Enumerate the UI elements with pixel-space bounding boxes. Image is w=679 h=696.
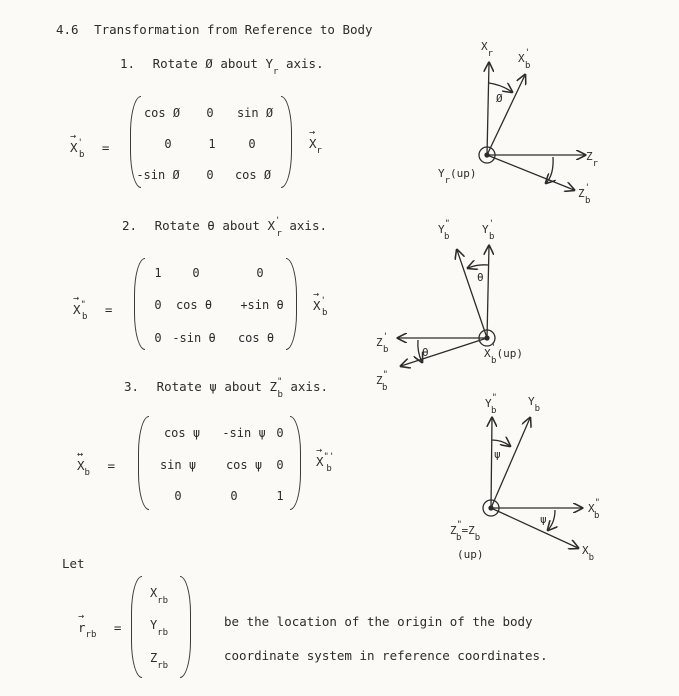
eq2-lhs: → $X^"_b$ =: [73, 293, 113, 322]
matrix-cell: cos Ø: [143, 106, 181, 120]
label-zb-prime: Z' b: [376, 332, 389, 355]
label-xb-dprime: X" b: [588, 498, 601, 521]
step-text: Rotate Ø about Y: [152, 56, 274, 71]
step-superscript: ": [277, 377, 283, 387]
matrix-cell: 0: [256, 266, 264, 280]
axis-xr: [487, 63, 489, 155]
axis-yb-dprime: [457, 250, 487, 338]
matrix-cell: cos θ: [237, 331, 275, 345]
step-text: Rotate ψ about Z: [156, 379, 278, 394]
axis-yb-dprime: [491, 418, 492, 508]
matrix-cell: sin ψ: [159, 458, 197, 472]
label-xb: $X_b$: [582, 544, 595, 563]
matrix-cell: +sin θ: [240, 298, 284, 312]
vector-cell: Z: [149, 651, 158, 665]
axis-xb-prime: [487, 75, 525, 155]
step-text-end: axis.: [278, 56, 324, 71]
eq1-lhs: → $X'_b$ =: [70, 131, 110, 160]
eq4-description-line1: be the location of the origin of the body: [224, 614, 533, 629]
label-yb-prime: Y' b: [482, 219, 495, 242]
axis-yb-prime: [487, 246, 489, 338]
label-angle-theta-top: θ: [477, 271, 484, 284]
label-up: (up): [457, 548, 484, 561]
axis-yb: [491, 418, 530, 508]
diagram-1: [479, 63, 585, 190]
step-subscript: r: [273, 67, 279, 77]
label-yb-dprime: Y" b: [438, 219, 451, 242]
label-zb-prime: Z' b: [578, 183, 591, 206]
section-title: Transformation from Reference to Body: [94, 22, 373, 37]
label-angle-theta-side: θ: [422, 346, 429, 359]
matrix-cell: -sin ψ: [222, 426, 266, 440]
matrix-cell: sin Ø: [236, 106, 274, 120]
matrix-cell: 1: [154, 266, 162, 280]
matrix-cell: cos θ: [175, 298, 213, 312]
step-text-end: axis.: [282, 379, 329, 394]
axis-zb-prime: [487, 155, 574, 190]
matrix-cell: cos ψ: [163, 426, 201, 440]
diagram-3: [483, 418, 582, 548]
matrix-cell: 0: [276, 458, 284, 472]
label-zr: $Z_r$: [586, 150, 599, 169]
axis-xb: [491, 508, 578, 548]
matrix-cell: 0: [206, 168, 214, 182]
step-superscript: ': [275, 216, 281, 226]
step-text-end: axis.: [281, 218, 328, 233]
section-number: 4.6: [56, 22, 79, 37]
matrix-cell: 0: [154, 298, 162, 312]
eq4-lhs: → $r_{rb}$ =: [78, 611, 122, 640]
matrix-cell: 1: [208, 137, 216, 151]
label-yb-dprime: Y" b: [485, 393, 498, 416]
eq4-description-line2: coordinate system in reference coordinates.: [224, 648, 548, 663]
matrix-cell: 0: [192, 266, 200, 280]
matrix-cell: -sin Ø: [136, 168, 180, 182]
matrix-cell: 0: [248, 137, 256, 151]
matrix-cell: 1: [276, 489, 284, 503]
matrix-cell: -sin θ: [172, 331, 216, 345]
eq3-rhs: → $X^{"'}_b$: [316, 445, 335, 474]
axis-zb-dprime: [401, 338, 487, 366]
step-number: 2.: [122, 218, 138, 233]
matrix-cell: 0: [276, 426, 284, 440]
vector-cell: X: [149, 586, 158, 600]
step-text: Rotate θ about X: [154, 218, 276, 233]
step-subscript: r: [276, 229, 282, 239]
step-number: 1.: [120, 56, 136, 71]
label-xb-prime-up: X' b(up): [484, 343, 523, 366]
eq2-rhs: → $X'_b$: [313, 289, 328, 318]
step-subscript: b: [277, 390, 283, 400]
angle-arc-theta-top: [468, 265, 488, 268]
vector-rb: $X_{rb}$ $Y_{rb}$ $Z_{rb}$: [149, 586, 169, 671]
matrix-cell: cos Ø: [234, 168, 272, 182]
step-number: 3.: [124, 379, 140, 394]
eq3-lhs: ↔ $X_b$ =: [77, 449, 116, 478]
matrix-cell: 0: [154, 331, 162, 345]
label-xb-prime: X' b: [518, 48, 531, 71]
matrix-cell: cos ψ: [225, 458, 263, 472]
label-xr: $X_r$: [481, 40, 494, 59]
eq1-rhs: → $X_r$: [309, 127, 322, 156]
let-label: Let: [62, 556, 85, 571]
label-angle-phi: Ø: [496, 92, 503, 105]
angle-arc-psi-side: [548, 510, 555, 530]
label-angle-psi-side: ψ: [540, 513, 547, 526]
label-yr-up: $Y_r(up)$: [438, 167, 477, 186]
label-yb: $Y_b$: [528, 395, 541, 414]
angle-arc-psi-top: [492, 440, 510, 446]
label-angle-psi-top: ψ: [494, 448, 501, 461]
label-zb-dprime-eq-zb: Z" $b=Z_b$: [450, 520, 481, 543]
matrix-cell: 0: [174, 489, 182, 503]
angle-arc-phi: [489, 83, 512, 92]
vector-cell: Y: [149, 618, 158, 632]
diagram-2: [398, 246, 495, 366]
label-zb-dprime: Z" b: [376, 370, 389, 393]
matrix-cell: 0: [230, 489, 238, 503]
matrix-cell: 0: [206, 106, 214, 120]
matrix-cell: 0: [164, 137, 172, 151]
